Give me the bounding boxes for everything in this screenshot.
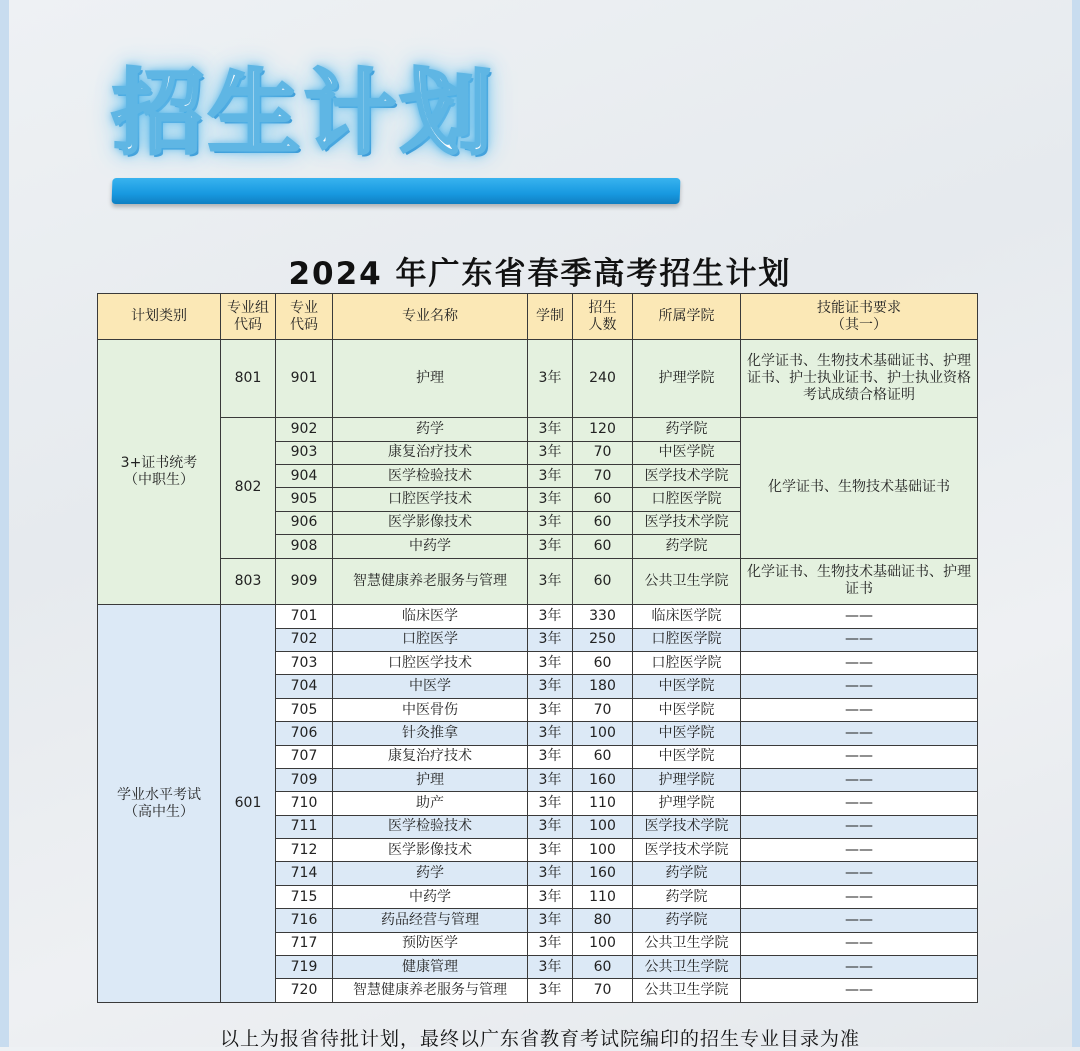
major-code-cell: 702	[276, 628, 333, 651]
duration-cell: 3年	[528, 558, 573, 605]
enrollment-cell: 100	[573, 839, 633, 862]
header-major-name: 专业名称	[333, 294, 528, 340]
major-code-cell: 720	[276, 979, 333, 1003]
major-name-cell: 药品经营与管理	[333, 909, 528, 932]
major-name-cell: 健康管理	[333, 955, 528, 978]
major-name-cell: 中医学	[333, 675, 528, 698]
table-row	[98, 558, 978, 605]
enrollment-cell: 160	[573, 768, 633, 791]
cert-cell: ——	[741, 768, 978, 791]
header-cert-requirement: 技能证书要求 （其一）	[741, 294, 978, 340]
enrollment-cell: 240	[573, 340, 633, 418]
major-code-cell: 710	[276, 792, 333, 815]
major-name-cell: 康复治疗技术	[333, 745, 528, 768]
cert-cell: ——	[741, 698, 978, 721]
college-cell: 中医学院	[633, 722, 741, 745]
major-code-cell: 902	[276, 418, 333, 441]
college-cell: 临床医学院	[633, 605, 741, 628]
enrollment-cell: 100	[573, 932, 633, 955]
category-cell-highschool: 学业水平考试 （高中生）	[98, 605, 221, 1003]
major-name-cell: 预防医学	[333, 932, 528, 955]
college-cell: 中医学院	[633, 441, 741, 464]
major-code-cell: 904	[276, 465, 333, 488]
table-row	[98, 340, 978, 418]
college-cell: 医学技术学院	[633, 815, 741, 838]
major-code-cell: 712	[276, 839, 333, 862]
cert-cell: 化学证书、生物技术基础证书	[741, 418, 978, 558]
major-name-cell: 医学影像技术	[333, 511, 528, 534]
major-code-cell: 719	[276, 955, 333, 978]
college-cell: 中医学院	[633, 675, 741, 698]
cert-cell: ——	[741, 745, 978, 768]
college-cell: 中医学院	[633, 698, 741, 721]
enrollment-cell: 330	[573, 605, 633, 628]
duration-cell: 3年	[528, 628, 573, 651]
major-name-cell: 医学检验技术	[333, 815, 528, 838]
header-college: 所属学院	[633, 294, 741, 340]
major-code-cell: 711	[276, 815, 333, 838]
major-name-cell: 中药学	[333, 535, 528, 558]
duration-cell: 3年	[528, 441, 573, 464]
duration-cell: 3年	[528, 932, 573, 955]
major-name-cell: 中药学	[333, 885, 528, 908]
cert-cell: 化学证书、生物技术基础证书、护理证书	[741, 558, 978, 605]
college-cell: 中医学院	[633, 745, 741, 768]
major-name-cell: 中医骨伤	[333, 698, 528, 721]
duration-cell: 3年	[528, 955, 573, 978]
college-cell: 药学院	[633, 909, 741, 932]
footnote: 以上为报省待批计划，最终以广东省教育考试院编印的招生专业目录为准	[219, 1028, 860, 1050]
group-code-cell: 801	[221, 340, 276, 418]
college-cell: 公共卫生学院	[633, 955, 741, 978]
enrollment-cell: 60	[573, 558, 633, 605]
right-decorative-stripe	[1072, 0, 1080, 1047]
duration-cell: 3年	[528, 792, 573, 815]
duration-cell: 3年	[528, 768, 573, 791]
enrollment-cell: 110	[573, 792, 633, 815]
major-name-cell: 医学影像技术	[333, 839, 528, 862]
duration-cell: 3年	[528, 418, 573, 441]
major-code-cell: 903	[276, 441, 333, 464]
table-title: 2024 年广东省春季高考招生计划	[288, 256, 792, 292]
major-name-cell: 助产	[333, 792, 528, 815]
enrollment-cell: 70	[573, 441, 633, 464]
major-name-cell: 康复治疗技术	[333, 441, 528, 464]
banner-underline-bar	[112, 178, 681, 204]
duration-cell: 3年	[528, 745, 573, 768]
college-cell: 药学院	[633, 885, 741, 908]
banner-title: 招生计划	[112, 60, 497, 167]
major-code-cell: 706	[276, 722, 333, 745]
enrollment-cell: 100	[573, 815, 633, 838]
major-code-cell: 714	[276, 862, 333, 885]
duration-cell: 3年	[528, 862, 573, 885]
enrollment-cell: 60	[573, 745, 633, 768]
enrollment-cell: 120	[573, 418, 633, 441]
duration-cell: 3年	[528, 815, 573, 838]
major-code-cell: 704	[276, 675, 333, 698]
enrollment-cell: 60	[573, 652, 633, 675]
major-name-cell: 针灸推拿	[333, 722, 528, 745]
enrollment-cell: 70	[573, 979, 633, 1003]
major-name-cell: 医学检验技术	[333, 465, 528, 488]
group-code-cell: 803	[221, 558, 276, 605]
cert-cell: ——	[741, 955, 978, 978]
duration-cell: 3年	[528, 535, 573, 558]
duration-cell: 3年	[528, 340, 573, 418]
duration-cell: 3年	[528, 511, 573, 534]
major-name-cell: 护理	[333, 768, 528, 791]
duration-cell: 3年	[528, 722, 573, 745]
table-row	[98, 605, 978, 628]
major-name-cell: 口腔医学	[333, 628, 528, 651]
major-code-cell: 905	[276, 488, 333, 511]
group-code-cell: 802	[221, 418, 276, 558]
college-cell: 医学技术学院	[633, 511, 741, 534]
cert-cell: 化学证书、生物技术基础证书、护理证书、护士执业证书、护士执业资格考试成绩合格证明	[741, 340, 978, 418]
major-name-cell: 药学	[333, 862, 528, 885]
enrollment-cell: 70	[573, 698, 633, 721]
enrollment-cell: 80	[573, 909, 633, 932]
cert-cell: ——	[741, 979, 978, 1003]
college-cell: 医学技术学院	[633, 465, 741, 488]
enrollment-cell: 60	[573, 511, 633, 534]
left-decorative-stripe	[0, 0, 9, 1047]
major-code-cell: 717	[276, 932, 333, 955]
cert-cell: ——	[741, 792, 978, 815]
table-row	[98, 418, 978, 441]
cert-cell: ——	[741, 628, 978, 651]
college-cell: 医学技术学院	[633, 839, 741, 862]
cert-cell: ——	[741, 909, 978, 932]
college-cell: 药学院	[633, 535, 741, 558]
major-code-cell: 703	[276, 652, 333, 675]
cert-cell: ——	[741, 605, 978, 628]
major-name-cell: 口腔医学技术	[333, 652, 528, 675]
major-code-cell: 705	[276, 698, 333, 721]
header-duration: 学制	[528, 294, 573, 340]
cert-cell: ——	[741, 839, 978, 862]
header-major-code: 专业 代码	[276, 294, 333, 340]
college-cell: 护理学院	[633, 340, 741, 418]
college-cell: 公共卫生学院	[633, 979, 741, 1003]
college-cell: 公共卫生学院	[633, 932, 741, 955]
major-code-cell: 707	[276, 745, 333, 768]
header-enrollment: 招生 人数	[573, 294, 633, 340]
major-code-cell: 715	[276, 885, 333, 908]
major-code-cell: 709	[276, 768, 333, 791]
duration-cell: 3年	[528, 839, 573, 862]
cert-cell: ——	[741, 675, 978, 698]
enrollment-plan-table	[97, 293, 978, 1003]
major-code-cell: 716	[276, 909, 333, 932]
major-code-cell: 701	[276, 605, 333, 628]
major-name-cell: 智慧健康养老服务与管理	[333, 558, 528, 605]
duration-cell: 3年	[528, 675, 573, 698]
college-cell: 口腔医学院	[633, 628, 741, 651]
major-code-cell: 901	[276, 340, 333, 418]
duration-cell: 3年	[528, 909, 573, 932]
major-name-cell: 智慧健康养老服务与管理	[333, 979, 528, 1003]
group-code-cell: 601	[221, 605, 276, 1003]
duration-cell: 3年	[528, 698, 573, 721]
major-code-cell: 906	[276, 511, 333, 534]
enrollment-cell: 160	[573, 862, 633, 885]
duration-cell: 3年	[528, 885, 573, 908]
cert-cell: ——	[741, 652, 978, 675]
major-name-cell: 临床医学	[333, 605, 528, 628]
college-cell: 护理学院	[633, 792, 741, 815]
duration-cell: 3年	[528, 979, 573, 1003]
table-header-row	[98, 294, 978, 340]
enrollment-cell: 110	[573, 885, 633, 908]
duration-cell: 3年	[528, 605, 573, 628]
duration-cell: 3年	[528, 465, 573, 488]
cert-cell: ——	[741, 722, 978, 745]
major-name-cell: 药学	[333, 418, 528, 441]
cert-cell: ——	[741, 932, 978, 955]
cert-cell: ——	[741, 885, 978, 908]
major-code-cell: 908	[276, 535, 333, 558]
major-name-cell: 护理	[333, 340, 528, 418]
enrollment-cell: 60	[573, 955, 633, 978]
enrollment-cell: 180	[573, 675, 633, 698]
college-cell: 护理学院	[633, 768, 741, 791]
college-cell: 公共卫生学院	[633, 558, 741, 605]
header-category: 计划类别	[98, 294, 221, 340]
cert-cell: ——	[741, 862, 978, 885]
major-code-cell: 909	[276, 558, 333, 605]
duration-cell: 3年	[528, 488, 573, 511]
enrollment-cell: 100	[573, 722, 633, 745]
college-cell: 药学院	[633, 862, 741, 885]
header-group-code: 专业组 代码	[221, 294, 276, 340]
enrollment-cell: 60	[573, 488, 633, 511]
enrollment-cell: 60	[573, 535, 633, 558]
category-cell-vocational: 3+证书统考 （中职生）	[98, 340, 221, 605]
major-name-cell: 口腔医学技术	[333, 488, 528, 511]
college-cell: 药学院	[633, 418, 741, 441]
cert-cell: ——	[741, 815, 978, 838]
enrollment-cell: 250	[573, 628, 633, 651]
enrollment-cell: 70	[573, 465, 633, 488]
duration-cell: 3年	[528, 652, 573, 675]
college-cell: 口腔医学院	[633, 652, 741, 675]
college-cell: 口腔医学院	[633, 488, 741, 511]
